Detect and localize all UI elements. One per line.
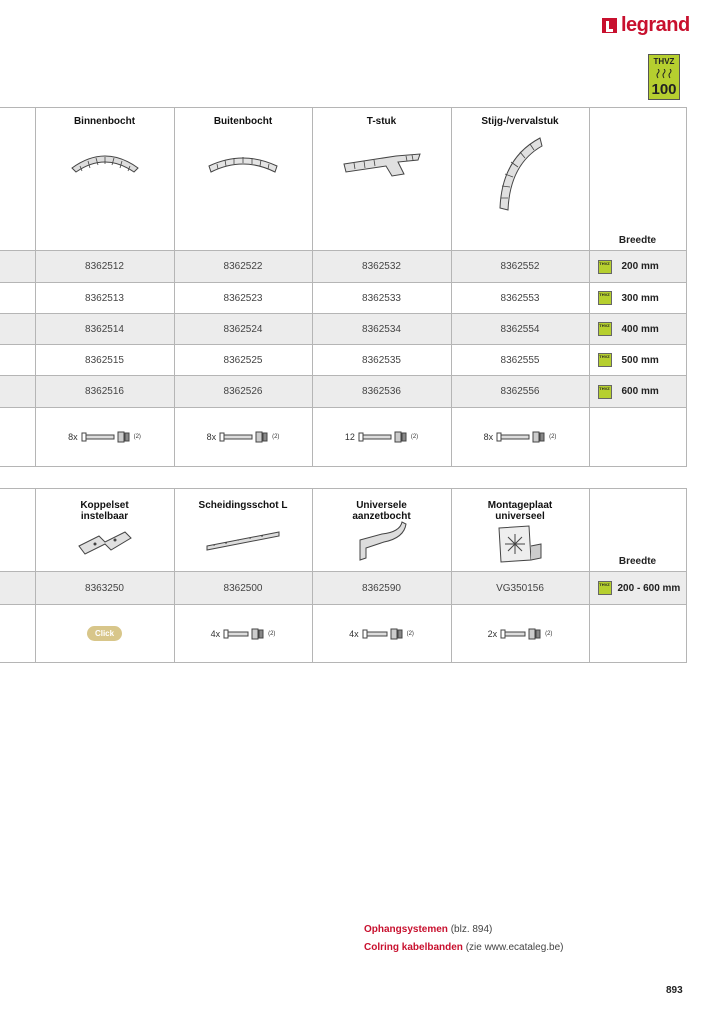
- ref-cell: 8363250: [35, 572, 174, 605]
- ref-cell: 8362556: [451, 376, 589, 408]
- product-header-buitenbocht: Buitenbocht: [174, 108, 312, 251]
- screw-cell: 8x (2): [451, 408, 589, 467]
- accessories-table: [0, 488, 687, 663]
- table-header-row: [0, 489, 686, 572]
- ref-cell: 8362516: [35, 376, 174, 408]
- ref-cell: 8362525: [174, 345, 312, 376]
- thvz-icon: THVZ: [598, 353, 612, 367]
- width-cell: THVZ 300 mm: [589, 283, 686, 314]
- thvz-icon: THVZ: [598, 291, 612, 305]
- product-header-binnenbocht: Binnenbocht: [35, 108, 174, 251]
- riser-piece-image: [496, 134, 544, 214]
- bolt-nut-icon: [361, 627, 405, 641]
- ref-cell: 8362526: [174, 376, 312, 408]
- width-cell: THVZ 200 - 600 mm: [589, 572, 686, 605]
- t-piece-image: [342, 146, 422, 182]
- screw-cell: 2x (2): [451, 605, 589, 663]
- product-header-stijg-vervalstuk: Stijg-/vervalstuk: [451, 108, 589, 251]
- ref-cell: 8362523: [174, 283, 312, 314]
- ref-cell: 8362590: [312, 572, 451, 605]
- product-header-scheidingsschot: Scheidingsschot L: [174, 489, 312, 572]
- ref-cell: 8362512: [35, 251, 174, 283]
- legrand-logo: [602, 14, 690, 37]
- ref-cell: 8362552: [451, 251, 589, 283]
- ref-cell: 8362522: [174, 251, 312, 283]
- divider-image: [203, 526, 283, 552]
- thvz-icon: THVZ: [598, 385, 612, 399]
- heat-waves-icon: [655, 69, 673, 79]
- bolt-nut-icon: [222, 627, 266, 641]
- screw-cell: 8x (2): [35, 408, 174, 467]
- product-header-koppelset: Koppelset instelbaar: [35, 489, 174, 572]
- width-cell: THVZ 600 mm: [589, 376, 686, 408]
- legrand-logo-text: legrand: [621, 14, 690, 36]
- screw-cell: 4x (2): [174, 605, 312, 663]
- table-row: [0, 314, 686, 345]
- breedte-header: Breedte: [589, 489, 686, 572]
- universal-bend-image: [352, 520, 412, 562]
- ref-cell: 8362534: [312, 314, 451, 345]
- adjustable-coupler-image: [75, 526, 135, 558]
- bolt-nut-icon: [218, 430, 270, 444]
- screw-cell: 4x (2): [312, 605, 451, 663]
- ref-cell: 8362536: [312, 376, 451, 408]
- screw-cell: 12 (2): [312, 408, 451, 467]
- table-row: [0, 345, 686, 376]
- legrand-logo-mark: [602, 18, 617, 33]
- table-row: [0, 283, 686, 314]
- screw-cell: 8x (2): [174, 408, 312, 467]
- product-header-t-stuk: T-stuk: [312, 108, 451, 251]
- product-header-universele-aanzetbocht: Universele aanzetbocht: [312, 489, 451, 572]
- mounting-plate-image: [495, 524, 545, 564]
- inner-bend-image: [68, 146, 142, 176]
- bolt-nut-icon: [499, 627, 543, 641]
- table-row: [0, 572, 686, 605]
- ref-cell: 8362524: [174, 314, 312, 345]
- ref-cell: VG350156: [451, 572, 589, 605]
- footer-link-colring[interactable]: Colring kabelbanden (zie www.ecataleg.be): [364, 942, 564, 953]
- width-cell: THVZ 500 mm: [589, 345, 686, 376]
- ref-cell: 8362532: [312, 251, 451, 283]
- page-number: 893: [666, 985, 683, 996]
- ref-cell: 8362500: [174, 572, 312, 605]
- thvz-icon: THVZ: [598, 581, 612, 595]
- ref-cell: 8362555: [451, 345, 589, 376]
- table-header-row: [0, 108, 686, 251]
- ref-cell: 8362514: [35, 314, 174, 345]
- width-cell: THVZ 200 mm: [589, 251, 686, 283]
- product-header-montageplaat: Montageplaat universeel: [451, 489, 589, 572]
- footer-link-ophangsystemen[interactable]: Ophangsystemen (blz. 894): [364, 924, 493, 935]
- ref-cell: 8362533: [312, 283, 451, 314]
- thvz-100-badge: THVZ 100: [648, 54, 680, 100]
- cable-tray-fittings-table: [0, 107, 687, 467]
- accessory-row: [0, 408, 686, 467]
- bolt-nut-icon: [495, 430, 547, 444]
- bolt-nut-icon: [80, 430, 132, 444]
- thvz-icon: THVZ: [598, 322, 612, 336]
- ref-cell: 8362553: [451, 283, 589, 314]
- outer-bend-image: [205, 146, 281, 176]
- ref-cell: 8362535: [312, 345, 451, 376]
- ref-cell: 8362554: [451, 314, 589, 345]
- click-cell: [35, 605, 174, 663]
- ref-cell: 8362515: [35, 345, 174, 376]
- click-badge: Click: [87, 626, 122, 641]
- width-cell: THVZ 400 mm: [589, 314, 686, 345]
- breedte-header: Breedte: [589, 108, 686, 251]
- thvz-icon: THVZ: [598, 260, 612, 274]
- bolt-nut-icon: [357, 430, 409, 444]
- ref-cell: 8362513: [35, 283, 174, 314]
- accessory-row: [0, 605, 686, 663]
- table-row: [0, 376, 686, 408]
- table-row: [0, 251, 686, 283]
